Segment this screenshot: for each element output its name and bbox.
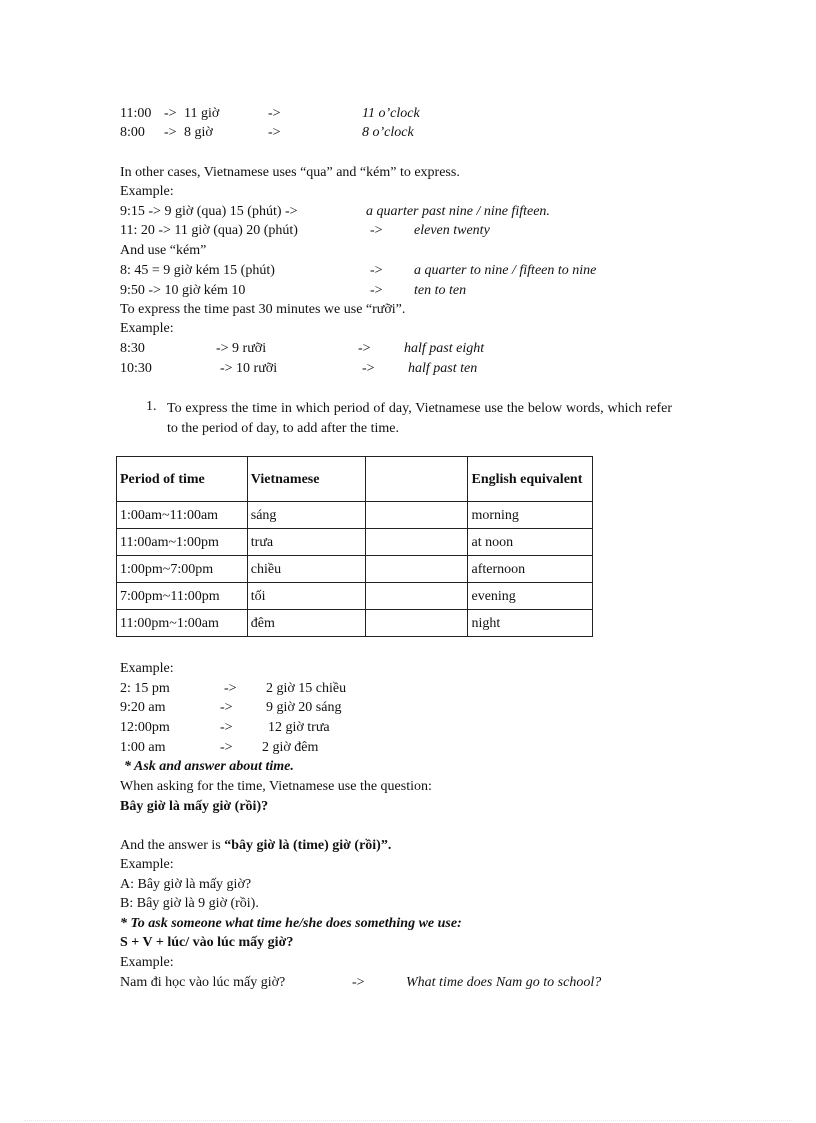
table-cell: at noon [468, 529, 593, 556]
answer-prefix: And the answer is [120, 838, 225, 853]
oclock-en: 11 o’clock [362, 106, 420, 121]
period-example-vn: 2 giờ đêm [262, 740, 319, 755]
period-example-vn: 9 giờ 20 sáng [266, 700, 342, 715]
qua-row-left: 9:15 -> 9 giờ (qua) 15 (phút) -> [120, 204, 298, 219]
ask-question: Bây giờ là mấy giờ (rồi)? [120, 799, 269, 814]
period-example-time: 12:00pm [120, 720, 170, 735]
other-cases-intro: In other cases, Vietnamese uses “qua” and “kém” to express. [120, 165, 460, 180]
table-cell: trưa [247, 529, 366, 556]
qua-row-en: a quarter past nine / nine fifteen. [366, 204, 550, 219]
table-cell [366, 583, 468, 610]
past30-arrow: -> [358, 341, 371, 356]
page-bottom-rule [24, 1120, 792, 1121]
table-cell [366, 529, 468, 556]
ask-heading: * Ask and answer about time. [124, 759, 294, 774]
ask-someone-example-arrow: -> [352, 975, 365, 990]
oclock-vn: 11 giờ [184, 106, 220, 121]
ask-someone-heading: * To ask someone what time he/she does something we use: [120, 916, 462, 931]
ask-intro: When asking for the time, Vietnamese use the question: [120, 779, 432, 794]
ask-someone-example-vn: Nam đi học vào lúc mấy giờ? [120, 975, 286, 990]
example-label: Example: [120, 321, 174, 336]
period-example-arrow: -> [220, 740, 233, 755]
table-cell: evening [468, 583, 593, 610]
table-row [117, 556, 593, 583]
list-item-text: To express the time in which period of day, Vietnamese use the below words, which refer to the period of day, to add after the time. [167, 401, 672, 436]
table-cell: 11:00am~1:00pm [117, 529, 248, 556]
table-cell: chiều [247, 556, 366, 583]
example-label: Example: [120, 184, 174, 199]
table-header: Vietnamese [247, 457, 366, 502]
table-row [117, 583, 593, 610]
past30-vn: -> 9 rưỡi [216, 341, 267, 356]
oclock-time: 8:00 [120, 125, 145, 140]
table-cell: 1:00pm~7:00pm [117, 556, 248, 583]
period-example-time: 9:20 am [120, 700, 166, 715]
oclock-time: 11:00 [120, 106, 152, 121]
period-table [116, 456, 593, 637]
table-cell: sáng [247, 502, 366, 529]
past30-en: half past ten [408, 361, 478, 376]
table-header: Period of time [117, 457, 248, 502]
table-row [117, 610, 593, 637]
period-example-vn: 12 giờ trưa [268, 720, 330, 735]
past30-time: 10:30 [120, 361, 152, 376]
dialog-line: A: Bây giờ là mấy giờ? [120, 877, 252, 892]
ask-someone-pattern: S + V + lúc/ vào lúc mấy giờ? [120, 935, 294, 950]
example-label: Example: [120, 857, 174, 872]
kem-row-left: 9:50 -> 10 giờ kém 10 [120, 283, 246, 298]
table-cell [366, 610, 468, 637]
dialog-line: B: Bây giờ là 9 giờ (rồi). [120, 896, 259, 911]
kem-row-en: a quarter to nine / fifteen to nine [414, 263, 597, 278]
oclock-arrow: -> [268, 106, 281, 121]
table-cell: đêm [247, 610, 366, 637]
table-header: English equivalent [468, 457, 593, 502]
table-cell: afternoon [468, 556, 593, 583]
table-cell [366, 556, 468, 583]
oclock-en: 8 o’clock [362, 125, 414, 140]
oclock-arrow: -> [164, 106, 177, 121]
kem-intro: And use “kém” [120, 243, 207, 258]
table-cell: 11:00pm~1:00am [117, 610, 248, 637]
qua-row-en: eleven twenty [414, 223, 490, 238]
table-cell: 7:00pm~11:00pm [117, 583, 248, 610]
table-cell [366, 502, 468, 529]
table-row [117, 502, 593, 529]
example-label: Example: [120, 955, 174, 970]
table-header-row [117, 457, 593, 502]
past30-en: half past eight [404, 341, 485, 356]
list-marker: 1. [146, 399, 157, 414]
kem-row-left: 8: 45 = 9 giờ kém 15 (phút) [120, 263, 275, 278]
kem-row-arrow: -> [370, 283, 383, 298]
oclock-arrow: -> [164, 125, 177, 140]
period-example-time: 1:00 am [120, 740, 166, 755]
table-cell: tối [247, 583, 366, 610]
oclock-arrow: -> [268, 125, 281, 140]
table-cell: night [468, 610, 593, 637]
table-cell: 1:00am~11:00am [117, 502, 248, 529]
example-label: Example: [120, 661, 174, 676]
answer-line [120, 837, 391, 854]
period-example-arrow: -> [220, 720, 233, 735]
table-cell: morning [468, 502, 593, 529]
period-example-time: 2: 15 pm [120, 681, 170, 696]
past30-arrow: -> [362, 361, 375, 376]
past30-intro: To express the time past 30 minutes we use “rưỡi”. [120, 302, 406, 317]
table-row [117, 529, 593, 556]
table-header [366, 457, 468, 502]
past30-vn: -> 10 rưỡi [220, 361, 278, 376]
qua-row-arrow: -> [370, 223, 383, 238]
kem-row-arrow: -> [370, 263, 383, 278]
period-example-arrow: -> [224, 681, 237, 696]
kem-row-en: ten to ten [414, 283, 467, 298]
period-example-arrow: -> [220, 700, 233, 715]
ask-someone-example-en: What time does Nam go to school? [406, 975, 602, 990]
past30-time: 8:30 [120, 341, 145, 356]
period-example-vn: 2 giờ 15 chiều [266, 681, 347, 696]
qua-row-left: 11: 20 -> 11 giờ (qua) 20 (phút) [120, 223, 298, 238]
oclock-vn: 8 giờ [184, 125, 213, 140]
answer-pattern: “bây giờ là (time) giờ (rồi)”. [224, 838, 392, 853]
